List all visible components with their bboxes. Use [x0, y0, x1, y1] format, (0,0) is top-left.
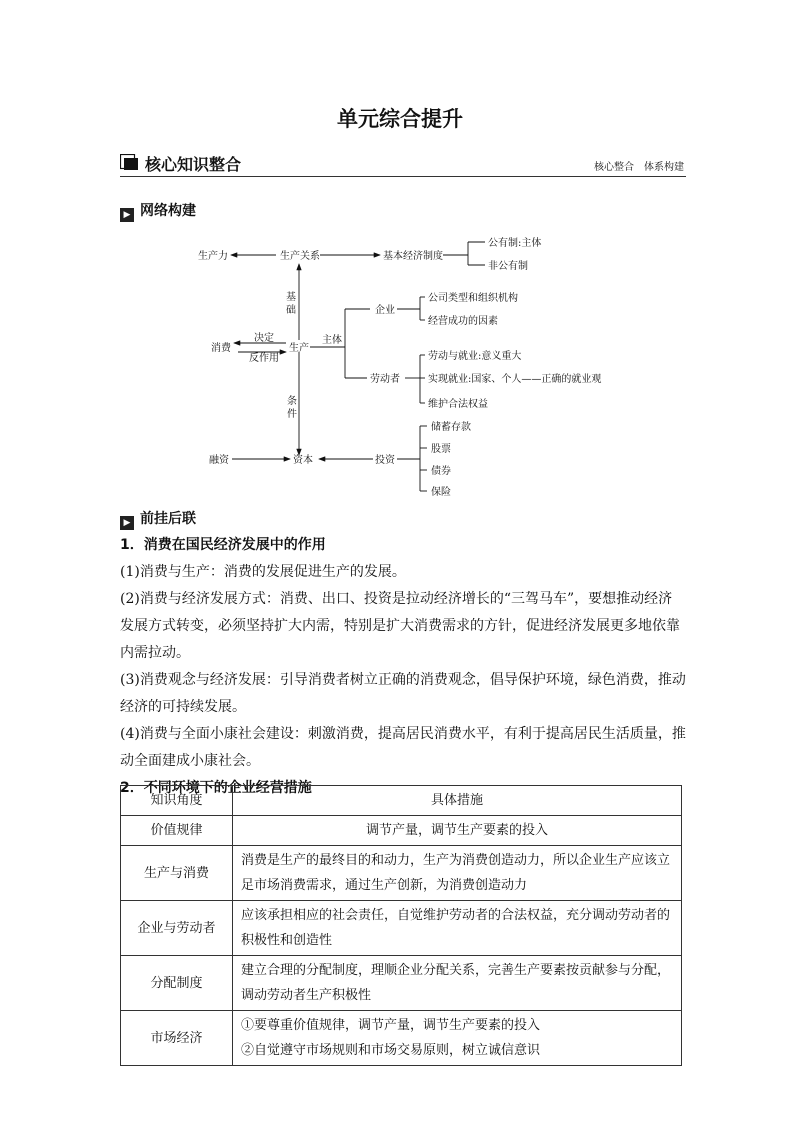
label-foundation-1: 基 — [286, 292, 296, 303]
section1-item-3: (3)消费观念与经济发展：引导消费者树立正确的消费观念，倡导保护环境，绿色消费，推动经济的可持续发展。 — [120, 672, 686, 715]
node-non-public-ownership: 非公有制 — [488, 261, 528, 272]
section1-item-1: (1)消费与生产：消费的发展促进生产的发展。 — [120, 564, 406, 580]
label-reaction: 反作用 — [249, 353, 279, 364]
table-row-content: 调节产量，调节生产要素的投入 — [233, 816, 682, 846]
table-header-cell: 知识角度 — [121, 786, 233, 816]
table-row — [121, 846, 682, 901]
node-financing: 融资 — [209, 455, 229, 466]
node-public-ownership: 公有制:主体 — [488, 238, 542, 249]
node-labor-employment: 劳动与就业:意义重大 — [428, 351, 522, 362]
node-stocks: 股票 — [431, 444, 451, 455]
section1-item-4: (4)消费与全面小康社会建设：刺激消费，提高居民消费水平，有利于提高居民生活质量，推动全面建成小康社会。 — [120, 726, 686, 769]
node-capital: 资本 — [293, 455, 313, 466]
node-protect-rights: 维护合法权益 — [428, 399, 488, 410]
play-triangle-icon: ▶ — [120, 208, 134, 222]
section1-body — [120, 532, 686, 802]
node-insurance: 保险 — [431, 487, 451, 498]
node-realize-employment: 实现就业:国家、个人——正确的就业观 — [428, 374, 602, 385]
table-row-label: 价值规律 — [121, 816, 233, 846]
section1-item-2: (2)消费与经济发展方式：消费、出口、投资是拉动经济增长的“三驾马车”，要想推动经济发展方式转变，必须坚持扩大内需，特别是扩大消费需求的方针，促进经济发展更多地依靠内需拉动。 — [120, 591, 680, 661]
page-title: 单元综合提升 — [337, 107, 463, 131]
node-business-success: 经营成功的因素 — [428, 316, 498, 327]
table-row-label: 分配制度 — [121, 956, 233, 1011]
table-row-content — [233, 1011, 682, 1066]
label-foundation-2: 础 — [286, 305, 296, 316]
table-row — [121, 901, 682, 956]
knowledge-network-diagram — [0, 0, 800, 520]
table-row — [121, 816, 682, 846]
table-row-line-1: ①要尊重价值规律，调节产量，调节生产要素的投入 — [241, 1018, 541, 1033]
table-row-content: 建立合理的分配制度，理顺企业分配关系，完善生产要素按贡献参与分配，调动劳动者生产积极性 — [233, 956, 682, 1011]
node-savings: 储蓄存款 — [431, 422, 471, 433]
node-enterprise: 企业 — [375, 305, 395, 316]
sub-header-network: ▶ 网络构建 — [120, 200, 196, 222]
sub-header-links: ▶ 前挂后联 — [120, 508, 196, 530]
node-basic-economic-system: 基本经济制度 — [383, 251, 443, 262]
node-investment: 投资 — [375, 455, 395, 466]
node-production-relations: 生产关系 — [280, 251, 320, 262]
section1-heading: 1．消费在国民经济发展中的作用 — [120, 537, 326, 553]
node-company-types: 公司类型和组织机构 — [428, 293, 518, 304]
section-title: 核心知识整合 — [145, 155, 242, 174]
table-row-label: 企业与劳动者 — [121, 901, 233, 956]
table-row-label: 市场经济 — [121, 1011, 233, 1066]
node-production: 生产 — [289, 343, 309, 354]
label-determine: 决定 — [254, 333, 274, 344]
node-bonds: 债券 — [431, 466, 451, 477]
table-row — [121, 1011, 682, 1066]
node-productive-forces: 生产力 — [198, 251, 228, 262]
play-triangle-icon: ▶ — [120, 516, 134, 530]
section2-heading: 2．不同环境下的企业经营措施 — [120, 780, 312, 796]
label-condition-2: 件 — [287, 409, 297, 420]
table-header-cell: 具体措施 — [233, 786, 682, 816]
table-row-line-2: ②自觉遵守市场规则和市场交易原则，树立诚信意识 — [241, 1043, 541, 1058]
section-right-label: 核心整合 体系构建 — [594, 162, 684, 173]
table-row — [121, 956, 682, 1011]
table-row-label: 生产与消费 — [121, 846, 233, 901]
table-row-content: 应该承担相应的社会责任，自觉维护劳动者的合法权益，充分调动劳动者的积极性和创造性 — [233, 901, 682, 956]
label-condition-1: 条 — [287, 396, 297, 407]
table-header-row — [121, 786, 682, 816]
table-row-content: 消费是生产的最终目的和动力，生产为消费创造动力，所以企业生产应该立足市场消费需求，通过生产创新，为消费创造动力 — [233, 846, 682, 901]
enterprise-measures-table — [120, 785, 682, 1066]
node-laborer: 劳动者 — [370, 374, 400, 385]
node-consumption: 消费 — [211, 343, 231, 354]
label-main-body: 主体 — [322, 335, 342, 346]
